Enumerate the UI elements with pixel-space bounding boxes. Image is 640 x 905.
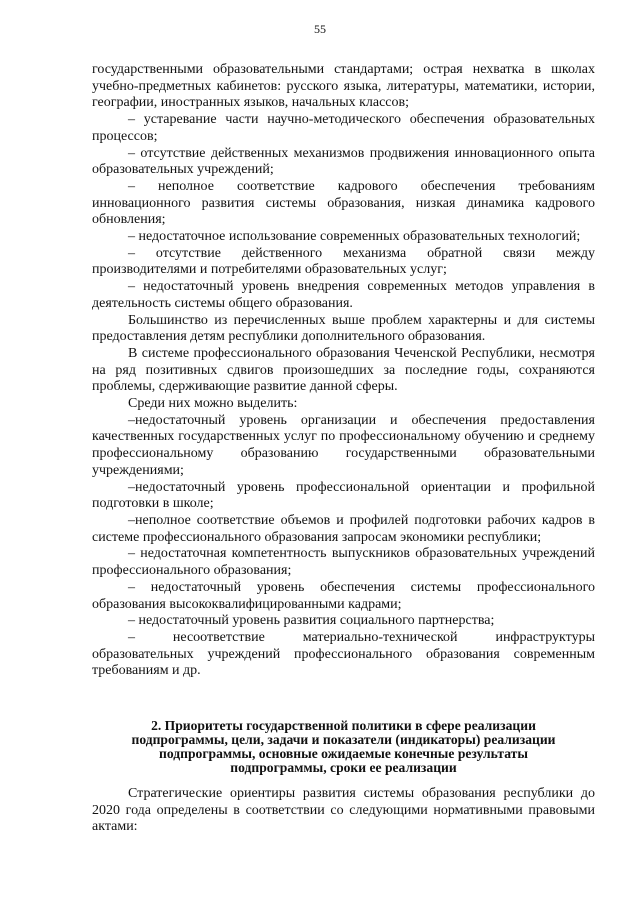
page-number: 55 bbox=[314, 22, 326, 36]
paragraph: – неполное соответствие кадрового обеспечения требованиям инновационного развития системы образования, низкая динамика кадрового обновления; bbox=[92, 178, 595, 228]
paragraph: Среди них можно выделить: bbox=[128, 396, 298, 412]
paragraph: –недостаточный уровень организации и обеспечения предоставления качественных государственных услуг по профессиональному обучению и среднему профессиональному образованию государственными образовательными учреждениями; bbox=[92, 412, 595, 478]
paragraph: – отсутствие действенных механизмов продвижения инновационного опыта образовательных учреждений; bbox=[92, 145, 595, 178]
heading-line-1: 2. Приоритеты государственной политики в сфере реализации bbox=[151, 718, 536, 733]
closing-paragraph: Стратегические ориентиры развития системы образования республики до 2020 года определены в соответствии со следующими нормативными правовыми актами: bbox=[92, 786, 595, 835]
paragraph: – недостаточный уровень развития социального партнерства; bbox=[128, 613, 495, 629]
paragraph: – недостаточный уровень обеспечения системы профессионального образования высококвалифицированными кадрами; bbox=[92, 579, 595, 612]
paragraph: –недостаточный уровень профессиональной ориентации и профильной подготовки в школе; bbox=[92, 479, 595, 512]
body-text bbox=[92, 62, 595, 680]
paragraph: – устаревание части научно-методического обеспечения образовательных процессов; bbox=[92, 112, 595, 144]
paragraph: – отсутствие действенного механизма обратной связи между производителями и потребителями образовательных услуг; bbox=[92, 245, 595, 278]
paragraph: государственными образовательными стандартами; острая нехватка в школах учебно-предметных кабинетов: русского языка, литературы, математики, истории, географии, иностранных языков, начальных классов; bbox=[92, 62, 595, 111]
paragraph: Большинство из перечисленных выше проблем характерны и для системы предоставления детям республики дополнительного образования. bbox=[92, 312, 595, 345]
paragraph: – недостаточное использование современных образовательных технологий; bbox=[128, 229, 581, 245]
heading-line-3: подпрограммы, основные ожидаемые конечные результаты bbox=[159, 746, 528, 761]
paragraph: – недостаточный уровень внедрения современных методов управления в деятельность системы общего образования. bbox=[92, 279, 595, 311]
paragraph: – несоответствие материально-технической инфраструктуры образовательных учреждений профессионального образования современным требованиям и др. bbox=[92, 629, 595, 679]
closing-text bbox=[92, 786, 595, 836]
heading-line-4: подпрограммы, сроки ее реализации bbox=[230, 760, 457, 775]
heading-line-2: подпрограммы, цели, задачи и показатели (индикаторы) реализации bbox=[131, 732, 556, 747]
paragraph: –неполное соответствие объемов и профилей подготовки рабочих кадров в системе профессионального образования запросам экономики республики; bbox=[92, 512, 595, 545]
section-heading bbox=[92, 719, 595, 775]
paragraph: – недостаточная компетентность выпускников образовательных учреждений профессионального образования; bbox=[92, 546, 595, 579]
paragraph: В системе профессионального образования Чеченской Республики, несмотря на ряд позитивных сдвигов произошедших за последние годы, сохраняются проблемы, сдерживающие развитие данной сферы. bbox=[92, 345, 595, 395]
